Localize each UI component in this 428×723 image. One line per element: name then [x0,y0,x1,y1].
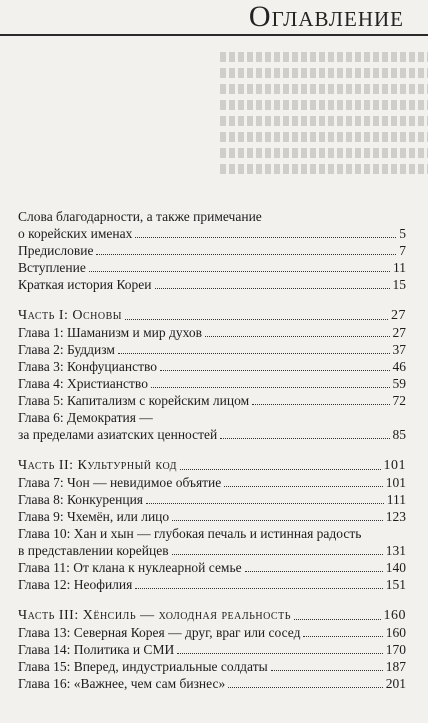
leader-dots [172,554,383,555]
toc-chapter[interactable] [18,358,406,375]
toc-entry-title: о корейских именах [18,226,133,241]
toc-entry-title: Глава 8: Конкуренция [18,492,144,507]
toc-page-number: 101 [385,475,406,490]
toc-chapter[interactable] [18,324,406,341]
toc-chapter[interactable] [18,491,406,508]
toc-page-number: 46 [392,359,406,374]
toc-entry-introduction[interactable] [18,259,406,276]
toc-chapter[interactable] [18,409,406,443]
toc-entry-title: Глава 9: Чхемён, или лицо [18,509,170,524]
toc-chapter[interactable] [18,508,406,525]
toc-entry-title: Глава 2: Буддизм [18,342,115,357]
leader-dots [228,687,383,688]
toc-entry-history[interactable] [18,276,406,293]
toc-chapter[interactable] [18,641,406,658]
toc-part-2[interactable] [18,457,406,474]
toc-chapter[interactable] [18,658,406,675]
toc-entry-line: Глава 10: Хан и хын — глубокая печаль и истинная радость [18,526,362,541]
toc-page-number: 11 [393,260,406,275]
leader-dots [177,653,383,654]
toc-entry-line: Глава 6: Демократия — [18,410,153,425]
toc-page-number: 72 [392,393,406,408]
leader-dots [172,520,383,521]
toc-chapter[interactable] [18,559,406,576]
toc-page-number: 123 [385,509,406,524]
toc-entry-title: Глава 12: Неофилия [18,577,133,592]
toc-entry-title: Глава 15: Вперед, индустриальные солдаты [18,659,268,674]
leader-dots [252,404,389,405]
page-title: Оглавление [248,0,404,33]
table-of-contents [18,208,406,692]
toc-page-number: 59 [392,376,406,391]
leader-dots [245,571,383,572]
bleed-through-text [220,46,428,196]
leader-dots [160,370,389,371]
toc-part-title: Часть II: Культурный код [18,458,177,473]
toc-chapter[interactable] [18,576,406,593]
toc-page-number: 140 [385,560,406,575]
toc-entry-title: Глава 13: Северная Корея — друг, враг или сосед [18,625,301,640]
toc-chapter[interactable] [18,624,406,641]
toc-entry-title: Глава 3: Конфуцианство [18,359,158,374]
leader-dots [271,670,383,671]
toc-entry-title: Глава 7: Чон — невидимое объятие [18,475,222,490]
toc-entry-title: за пределами азиатских ценностей [18,427,218,442]
toc-entry-title: Глава 4: Христианство [18,376,148,391]
leader-dots [220,438,389,439]
toc-entry-title: Краткая история Кореи [18,277,152,292]
toc-page-number: 160 [385,625,406,640]
toc-entry-title: Глава 16: «Важнее, чем сам бизнес» [18,676,226,691]
toc-part-title: Часть I: Основы [18,308,123,323]
toc-chapter[interactable] [18,375,406,392]
leader-dots [96,254,396,255]
toc-page-number: 15 [392,277,406,292]
toc-chapter[interactable] [18,392,406,409]
toc-page-number: 187 [385,659,406,674]
toc-page-number: 131 [385,543,406,558]
toc-entry-title: Глава 1: Шаманизм и мир духов [18,325,202,340]
toc-part-3[interactable] [18,607,406,624]
toc-entry-title: в представлении корейцев [18,543,169,558]
toc-page-number: 201 [385,676,406,691]
leader-dots [224,486,382,487]
toc-page-number: 151 [385,577,406,592]
leader-dots [180,469,381,470]
toc-chapter[interactable] [18,525,406,559]
toc-page-number: 37 [392,342,406,357]
toc-entry-title: Вступление [18,260,86,275]
toc-entry-title: Глава 5: Капитализм с корейским лицом [18,393,250,408]
toc-page-number: 27 [392,325,406,340]
leader-dots [118,353,390,354]
toc-chapter[interactable] [18,675,406,692]
leader-dots [205,336,390,337]
toc-chapter[interactable] [18,474,406,491]
toc-chapter[interactable] [18,341,406,358]
toc-entry-title: Глава 11: От клана к нуклеарной семье [18,560,242,575]
toc-entry-title: Предисловие [18,243,94,258]
leader-dots [151,387,390,388]
leader-dots [135,588,382,589]
leader-dots [303,636,382,637]
toc-entry-title: Глава 14: Политика и СМИ [18,642,175,657]
toc-page-number: 7 [399,243,406,258]
toc-page-number: 101 [383,458,406,473]
leader-dots [155,288,390,289]
leader-dots [89,271,390,272]
toc-entry-preface[interactable] [18,242,406,259]
leader-dots [294,619,381,620]
toc-entry-line: Слова благодарности, а также примечание [18,209,262,224]
leader-dots [146,503,384,504]
toc-page-number: 111 [386,492,406,507]
toc-part-title: Часть III: Хёнсиль — холодная реальность [18,608,291,623]
toc-page-number: 85 [392,427,406,442]
toc-entry-acknowledgments[interactable] [18,208,406,242]
toc-page-number: 170 [385,642,406,657]
leader-dots [125,319,388,320]
toc-page-number: 160 [383,608,406,623]
toc-page-number: 5 [399,226,406,241]
toc-page-number: 27 [391,308,406,323]
leader-dots [135,237,396,238]
header-rule [0,34,428,36]
toc-part-1[interactable] [18,307,406,324]
